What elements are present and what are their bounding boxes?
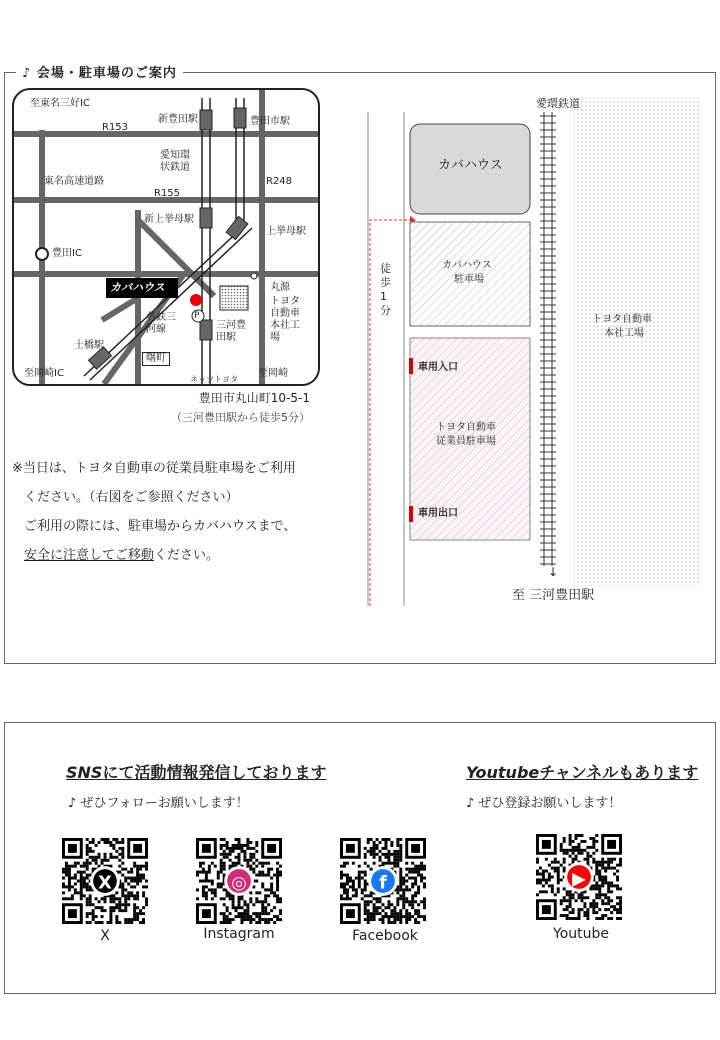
youtube-icon bbox=[536, 834, 622, 920]
map-label-uwagoromo: 上挙母駅 bbox=[266, 226, 306, 237]
map-label-tomei: 東名高速道路 bbox=[44, 176, 104, 187]
facebook-icon bbox=[340, 838, 426, 924]
walk-time: （三河豊田駅から徒歩5分） bbox=[171, 411, 310, 424]
qr-youtube[interactable] bbox=[536, 834, 622, 924]
parking-diagram bbox=[360, 96, 704, 616]
qr-facebook[interactable] bbox=[340, 838, 426, 928]
diagram-down-arrow: ↓ bbox=[548, 565, 559, 579]
map-label-aichi-kanjo: 愛知環状鉄道 bbox=[160, 150, 190, 173]
qr-instagram[interactable] bbox=[196, 838, 282, 928]
svg-text:▶: ▶ bbox=[572, 868, 586, 890]
address-block bbox=[140, 388, 310, 428]
qr-x-label: X bbox=[100, 928, 110, 944]
diagram-factory-label-2: 本社工場 bbox=[604, 328, 644, 339]
diagram-kaba-parking-label-2: 駐車場 bbox=[454, 274, 484, 285]
sns-title-em: SNS bbox=[66, 763, 103, 782]
map-label-toyota-hq: トヨタ自動車本社工場 bbox=[270, 296, 300, 343]
qr-facebook-label: Facebook bbox=[352, 928, 418, 944]
map-label-to-tomei-miyoshi: 至東名三好IC bbox=[30, 98, 90, 109]
address: 豊田市丸山町10-5-1 bbox=[198, 391, 310, 405]
diagram-railway-label: 愛環鉄道 bbox=[536, 97, 580, 110]
sns-title bbox=[66, 760, 326, 783]
map-label-marugen: 丸源 bbox=[270, 282, 290, 293]
area-map bbox=[12, 88, 320, 386]
svg-text:f: f bbox=[379, 872, 387, 894]
sns-title-rest: にて活動情報発信しております bbox=[102, 763, 327, 782]
x-logo-icon bbox=[62, 838, 148, 924]
map-label-r248: R248 bbox=[266, 176, 293, 187]
qr-instagram-label: Instagram bbox=[203, 926, 275, 942]
map-label-venue: カバハウス bbox=[110, 281, 165, 294]
sns-subtitle: ♪ ぜひフォローお願いします！ bbox=[68, 796, 249, 811]
youtube-title bbox=[466, 760, 698, 783]
map-label-to-okazaki-ic: 至岡崎IC bbox=[24, 368, 64, 379]
diagram-employee-parking-label-1: トヨタ自動車 bbox=[436, 422, 496, 433]
diagram-kabahouse-label: カバハウス bbox=[438, 158, 503, 173]
parking-diagram-shapes bbox=[360, 96, 704, 616]
map-label-toyota-ic: 豊田IC bbox=[52, 248, 82, 259]
map-label-meitetsu: 名鉄三河線 bbox=[146, 312, 176, 335]
note-line-2: ください。（右図をご参照ください） bbox=[24, 490, 239, 505]
section-title: ♪ 会場・駐車場のご案内 bbox=[16, 62, 183, 81]
map-label-mikawa-toyota: 三河豊田駅 bbox=[216, 320, 246, 343]
map-label-akebono: 曙町 bbox=[142, 352, 170, 366]
diagram-employee-parking-label-2: 従業員駐車場 bbox=[436, 436, 496, 447]
note-line-1: ※当日は、トヨタ自動車の従業員駐車場をご利用 bbox=[12, 461, 296, 476]
instagram-icon bbox=[196, 838, 282, 924]
diagram-to-station-label: 至 三河豊田駅 bbox=[512, 588, 595, 603]
map-label-netz: ネッツトヨタ bbox=[190, 375, 238, 384]
map-label-shin-toyota: 新豊田駅 bbox=[158, 114, 198, 125]
qr-x[interactable] bbox=[62, 838, 148, 928]
qr-youtube-label: Youtube bbox=[553, 926, 609, 942]
svg-text:X: X bbox=[98, 872, 112, 894]
diagram-walk-label: 徒歩1分 bbox=[380, 262, 391, 317]
svg-text:◎: ◎ bbox=[231, 872, 247, 894]
diagram-kaba-parking-label-1: カバハウス bbox=[442, 260, 492, 271]
youtube-title-em: Youtube bbox=[466, 763, 540, 782]
note-line-4-underline: 安全に注意してご移動 bbox=[24, 548, 155, 563]
map-label-tsuchihashi: 土橋駅 bbox=[74, 340, 104, 351]
diagram-entrance-label: 車用入口 bbox=[418, 362, 458, 373]
map-label-shin-uwagoromo: 新上挙母駅 bbox=[144, 214, 194, 225]
note-line-4 bbox=[12, 541, 296, 570]
map-label-to-okazaki: 至岡崎 bbox=[258, 368, 288, 379]
diagram-exit-label: 車用出口 bbox=[418, 508, 458, 519]
map-label-r155: R155 bbox=[154, 188, 181, 199]
map-label-toyotashi-station: 豊田市駅 bbox=[250, 116, 290, 127]
youtube-subtitle: ♪ ぜひ登録お願いします！ bbox=[466, 796, 622, 811]
note-line-3: ご利用の際には、駐車場からカバハウスまで、 bbox=[24, 519, 297, 534]
diagram-factory-label-1: トヨタ自動車 bbox=[592, 314, 652, 325]
youtube-title-rest: チャンネルもあります bbox=[539, 763, 699, 782]
parking-note bbox=[12, 454, 296, 570]
note-line-4-rest: ください。 bbox=[154, 548, 220, 563]
map-label-r153: R153 bbox=[102, 122, 129, 133]
map-label-parking: P bbox=[194, 311, 200, 321]
